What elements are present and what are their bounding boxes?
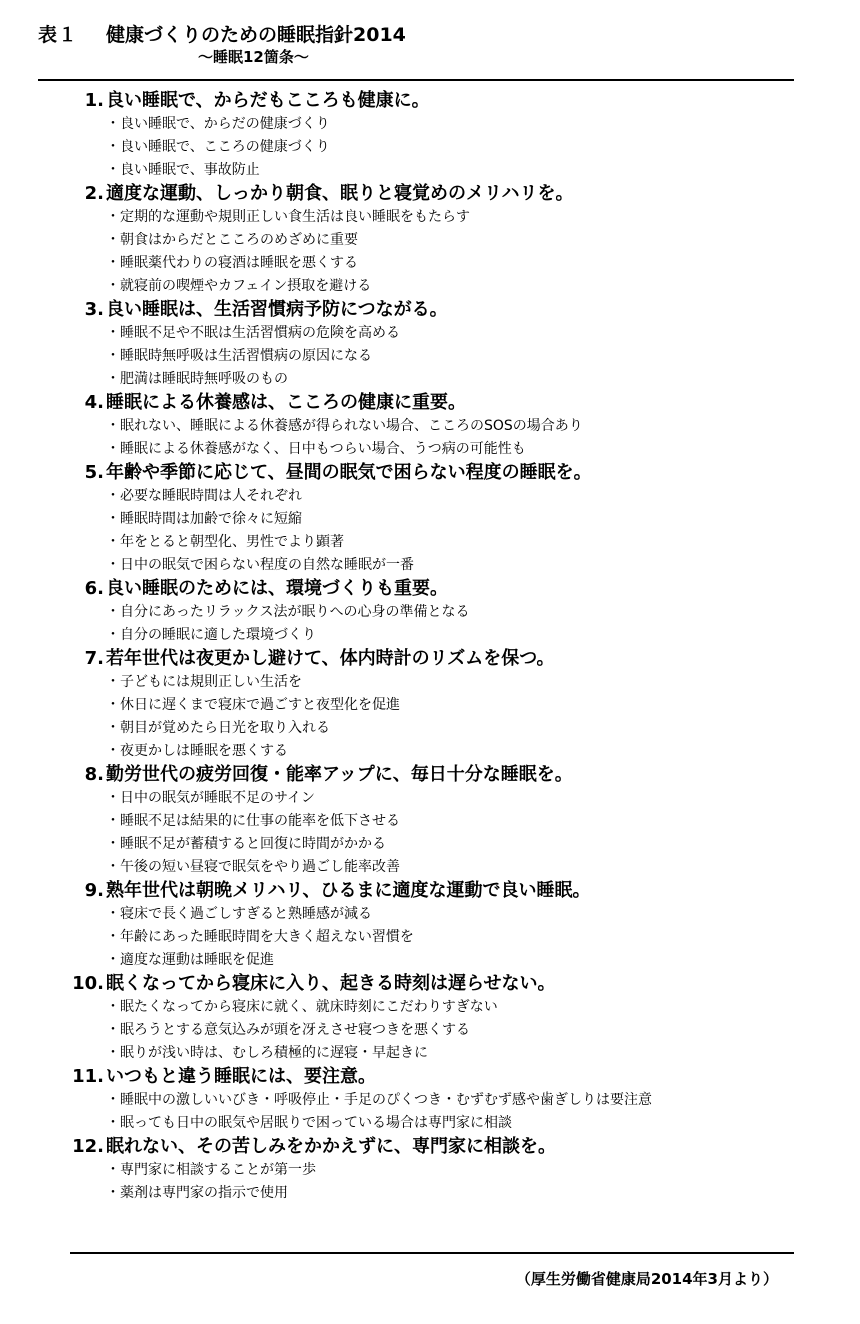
guideline-point <box>106 275 822 298</box>
bullet-dot-icon: ・ <box>106 511 120 527</box>
guideline-point-text: 睡眠薬代わりの寝酒は睡眠を悪くする <box>120 255 358 271</box>
guideline-point-text: 良い睡眠で、からだの健康づくり <box>120 116 330 132</box>
guideline-point <box>106 810 822 833</box>
guideline-point <box>106 159 822 182</box>
bullet-dot-icon: ・ <box>106 325 120 341</box>
bullet-dot-icon: ・ <box>106 418 120 434</box>
guideline-point-text: 睡眠時間は加齢で徐々に短縮 <box>120 511 302 527</box>
bullet-dot-icon: ・ <box>106 255 120 271</box>
guideline-points <box>62 485 822 577</box>
guideline-point <box>106 368 822 391</box>
guideline-point <box>106 1019 822 1042</box>
guideline-points <box>62 671 822 763</box>
bullet-dot-icon: ・ <box>106 999 120 1015</box>
guideline-number: 1. <box>84 90 104 111</box>
guideline-point-text: 眠れない、睡眠による休養感が得られない場合、こころのSOSの場合あり <box>120 418 583 434</box>
guideline-number: 4. <box>84 392 104 413</box>
guideline-heading-text: 適度な運動、しっかり朝食、眠りと寝覚めのメリハリを。 <box>106 183 574 204</box>
bullet-dot-icon: ・ <box>106 720 120 736</box>
guideline-item <box>62 182 822 298</box>
bullet-dot-icon: ・ <box>106 1185 120 1201</box>
guideline-heading <box>62 972 822 996</box>
bullet-dot-icon: ・ <box>106 534 120 550</box>
guideline-point-text: 睡眠不足や不眠は生活習慣病の危険を高める <box>120 325 400 341</box>
bullet-dot-icon: ・ <box>106 1092 120 1108</box>
bullet-dot-icon: ・ <box>106 604 120 620</box>
guideline-point <box>106 1159 822 1182</box>
guideline-point-text: 睡眠不足は結果的に仕事の能率を低下させる <box>120 813 400 829</box>
guideline-heading <box>62 1065 822 1089</box>
bullet-dot-icon: ・ <box>106 488 120 504</box>
bullet-dot-icon: ・ <box>106 232 120 248</box>
table-label: 表１ <box>38 24 79 46</box>
bullet-dot-icon: ・ <box>106 697 120 713</box>
guideline-point <box>106 345 822 368</box>
guideline-point-text: 朝食はからだとこころのめざめに重要 <box>120 232 358 248</box>
guideline-point-text: 自分にあったリラックス法が眠りへの心身の準備となる <box>120 604 470 620</box>
guideline-heading-text: いつもと違う睡眠には、要注意。 <box>106 1066 376 1087</box>
guideline-heading <box>62 763 822 787</box>
guideline-point-text: 睡眠中の激しいいびき・呼吸停止・手足のぴくつき・むずむず感や歯ぎしりは要注意 <box>120 1092 652 1108</box>
bullet-dot-icon: ・ <box>106 1115 120 1131</box>
guideline-point <box>106 1182 822 1205</box>
guideline-point <box>106 136 822 159</box>
guideline-point-text: 自分の睡眠に適した環境づくり <box>120 627 316 643</box>
guideline-point-text: 寝床で長く過ごしすぎると熟睡感が減る <box>120 906 372 922</box>
guideline-points <box>62 206 822 298</box>
guideline-point-text: 日中の眠気で困らない程度の自然な睡眠が一番 <box>120 557 414 573</box>
guideline-heading <box>62 298 822 322</box>
guideline-point-text: 睡眠による休養感がなく、日中もつらい場合、うつ病の可能性も <box>120 441 526 457</box>
bullet-dot-icon: ・ <box>106 929 120 945</box>
guideline-heading-text: 眠れない、その苦しみをかかえずに、専門家に相談を。 <box>106 1136 556 1157</box>
bullet-dot-icon: ・ <box>106 209 120 225</box>
guideline-point-text: 眠りが浅い時は、むしろ積極的に遅寝・早起きに <box>120 1045 428 1061</box>
guideline-point <box>106 322 822 345</box>
guideline-point-text: 子どもには規則正しい生活を <box>120 674 302 690</box>
page-title: 健康づくりのための睡眠指針2014 <box>106 24 406 46</box>
bullet-dot-icon: ・ <box>106 1022 120 1038</box>
source-citation: （厚生労働省健康局2014年3月より） <box>515 1270 778 1288</box>
guideline-points <box>62 601 822 647</box>
guideline-heading <box>62 1135 822 1159</box>
guideline-item <box>62 461 822 577</box>
guideline-point-text: 休日に遅くまで寝床で過ごすと夜型化を促進 <box>120 697 400 713</box>
guideline-number: 3. <box>84 299 104 320</box>
guideline-point-text: 専門家に相談することが第一歩 <box>120 1162 316 1178</box>
guideline-point-text: 適度な運動は睡眠を促進 <box>120 952 274 968</box>
guideline-item <box>62 763 822 879</box>
guideline-point-text: 就寝前の喫煙やカフェイン摂取を避ける <box>120 278 372 294</box>
guideline-list <box>62 89 822 1205</box>
guideline-point-text: 良い睡眠で、事故防止 <box>120 162 260 178</box>
guideline-point-text: 眠ろうとする意気込みが頭を冴えさせ寝つきを悪くする <box>120 1022 470 1038</box>
bottom-divider <box>70 1252 794 1254</box>
guideline-item <box>62 298 822 391</box>
top-divider <box>38 79 794 81</box>
guideline-heading-text: 睡眠による休養感は、こころの健康に重要。 <box>106 392 466 413</box>
guideline-point-text: 眠っても日中の眠気や居眠りで困っている場合は専門家に相談 <box>120 1115 512 1131</box>
guideline-number: 10. <box>72 973 104 994</box>
guideline-point-text: 薬剤は専門家の指示で使用 <box>120 1185 288 1201</box>
guideline-point <box>106 1042 822 1065</box>
guideline-point <box>106 787 822 810</box>
guideline-number: 5. <box>84 462 104 483</box>
guideline-point <box>106 252 822 275</box>
bullet-dot-icon: ・ <box>106 674 120 690</box>
bullet-dot-icon: ・ <box>106 952 120 968</box>
guideline-heading <box>62 647 822 671</box>
guideline-point <box>106 856 822 879</box>
bullet-dot-icon: ・ <box>106 139 120 155</box>
guideline-number: 8. <box>84 764 104 785</box>
guideline-heading <box>62 879 822 903</box>
guideline-number: 7. <box>84 648 104 669</box>
guideline-points <box>62 1159 822 1205</box>
guideline-number: 9. <box>84 880 104 901</box>
guideline-heading-text: 眠くなってから寝床に入り、起きる時刻は遅らせない。 <box>106 973 556 994</box>
guideline-point <box>106 624 822 647</box>
guideline-point-text: 日中の眠気が睡眠不足のサイン <box>120 790 316 806</box>
guideline-point <box>106 903 822 926</box>
guideline-point <box>106 113 822 136</box>
guideline-point-text: 良い睡眠で、こころの健康づくり <box>120 139 330 155</box>
guideline-point <box>106 1089 822 1112</box>
guideline-heading <box>62 182 822 206</box>
bullet-dot-icon: ・ <box>106 116 120 132</box>
guideline-points <box>62 996 822 1065</box>
guideline-point <box>106 926 822 949</box>
bullet-dot-icon: ・ <box>106 371 120 387</box>
guideline-point <box>106 833 822 856</box>
guideline-point <box>106 949 822 972</box>
guideline-item <box>62 577 822 647</box>
bullet-dot-icon: ・ <box>106 162 120 178</box>
guideline-heading-text: 若年世代は夜更かし避けて、体内時計のリズムを保つ。 <box>106 648 555 669</box>
guideline-point-text: 朝目が覚めたら日光を取り入れる <box>120 720 330 736</box>
guideline-heading-text: 良い睡眠で、からだもこころも健康に。 <box>106 90 430 111</box>
guideline-points <box>62 1089 822 1135</box>
guideline-point <box>106 531 822 554</box>
guideline-point <box>106 996 822 1019</box>
guideline-point <box>106 415 822 438</box>
guideline-points <box>62 903 822 972</box>
bullet-dot-icon: ・ <box>106 813 120 829</box>
guideline-number: 12. <box>72 1136 104 1157</box>
guideline-point-text: 必要な睡眠時間は人それぞれ <box>120 488 302 504</box>
page-subtitle: ～睡眠12箇条～ <box>198 48 309 66</box>
guideline-heading-text: 年齢や季節に応じて、昼間の眠気で困らない程度の睡眠を。 <box>106 462 592 483</box>
guideline-heading-text: 熟年世代は朝晩メリハリ、ひるまに適度な運動で良い睡眠。 <box>106 880 591 901</box>
guideline-item <box>62 972 822 1065</box>
bullet-dot-icon: ・ <box>106 557 120 573</box>
guideline-point <box>106 601 822 624</box>
guideline-heading <box>62 577 822 601</box>
guideline-item <box>62 89 822 182</box>
guideline-point <box>106 671 822 694</box>
guideline-point <box>106 485 822 508</box>
bullet-dot-icon: ・ <box>106 906 120 922</box>
guideline-number: 6. <box>84 578 104 599</box>
guideline-point-text: 定期的な運動や規則正しい食生活は良い睡眠をもたらす <box>120 209 470 225</box>
guideline-point-text: 午後の短い昼寝で眠気をやり過ごし能率改善 <box>120 859 400 875</box>
guideline-point-text: 睡眠時無呼吸は生活習慣病の原因になる <box>120 348 372 364</box>
bullet-dot-icon: ・ <box>106 743 120 759</box>
guideline-points <box>62 322 822 391</box>
bullet-dot-icon: ・ <box>106 790 120 806</box>
guideline-heading-text: 良い睡眠のためには、環境づくりも重要。 <box>106 578 448 599</box>
guideline-point <box>106 554 822 577</box>
guideline-number: 11. <box>72 1066 104 1087</box>
bullet-dot-icon: ・ <box>106 859 120 875</box>
bullet-dot-icon: ・ <box>106 627 120 643</box>
guideline-item <box>62 1135 822 1205</box>
guideline-point-text: 年をとると朝型化、男性でより顕著 <box>120 534 344 550</box>
guideline-number: 2. <box>84 183 104 204</box>
guideline-point-text: 夜更かしは睡眠を悪くする <box>120 743 288 759</box>
guideline-point <box>106 508 822 531</box>
guideline-heading-text: 勤労世代の疲労回復・能率アップに、毎日十分な睡眠を。 <box>106 764 573 785</box>
guideline-point <box>106 717 822 740</box>
guideline-point <box>106 229 822 252</box>
bullet-dot-icon: ・ <box>106 836 120 852</box>
guideline-point <box>106 438 822 461</box>
guideline-item <box>62 647 822 763</box>
guideline-heading <box>62 391 822 415</box>
guideline-point <box>106 206 822 229</box>
guideline-point-text: 睡眠不足が蓄積すると回復に時間がかかる <box>120 836 386 852</box>
bullet-dot-icon: ・ <box>106 441 120 457</box>
guideline-item <box>62 391 822 461</box>
guideline-point-text: 肥満は睡眠時無呼吸のもの <box>120 371 288 387</box>
guideline-points <box>62 415 822 461</box>
guideline-heading <box>62 461 822 485</box>
guideline-point <box>106 740 822 763</box>
guideline-heading-text: 良い睡眠は、生活習慣病予防につながる。 <box>106 299 448 320</box>
guideline-points <box>62 113 822 182</box>
bullet-dot-icon: ・ <box>106 1045 120 1061</box>
bullet-dot-icon: ・ <box>106 278 120 294</box>
bullet-dot-icon: ・ <box>106 1162 120 1178</box>
guideline-heading <box>62 89 822 113</box>
guideline-point <box>106 694 822 717</box>
guideline-point-text: 眠たくなってから寝床に就く、就床時刻にこだわりすぎない <box>120 999 498 1015</box>
guideline-point-text: 年齢にあった睡眠時間を大きく超えない習慣を <box>120 929 414 945</box>
guideline-points <box>62 787 822 879</box>
guideline-point <box>106 1112 822 1135</box>
guideline-item <box>62 1065 822 1135</box>
bullet-dot-icon: ・ <box>106 348 120 364</box>
guideline-item <box>62 879 822 972</box>
